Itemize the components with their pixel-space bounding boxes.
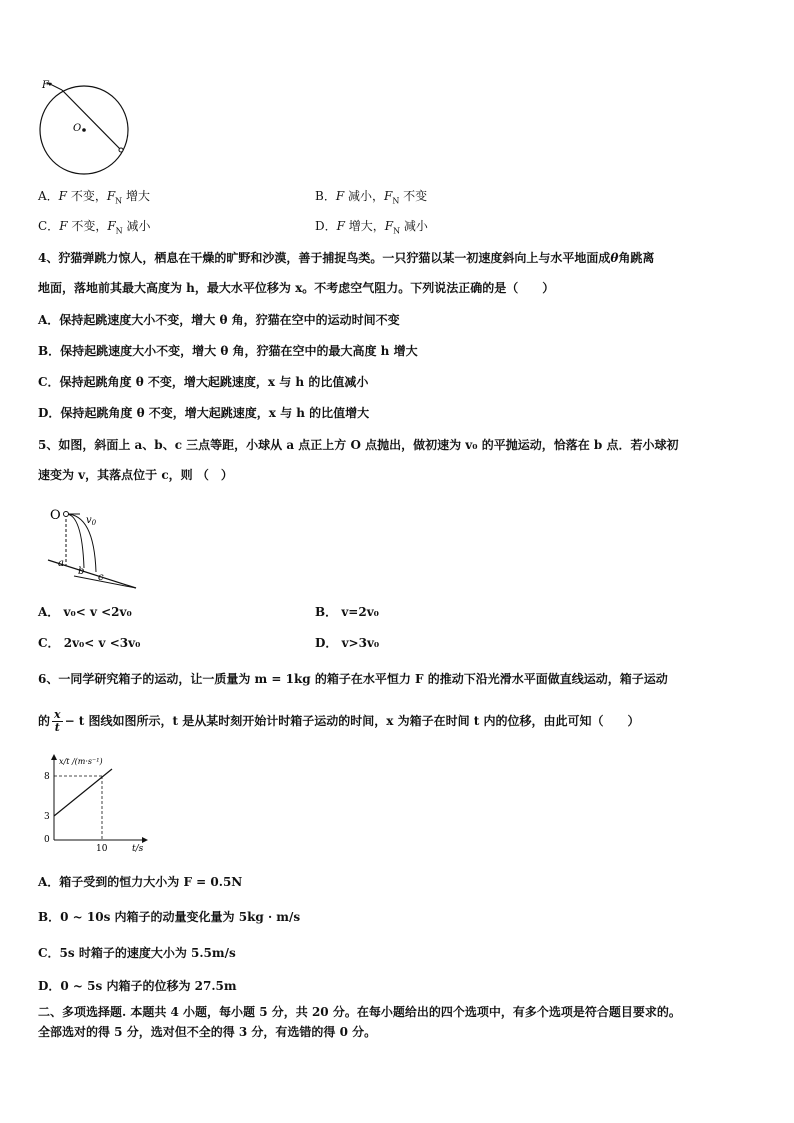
y-tick-0: 0 — [44, 835, 50, 845]
q5-option-a: A． v₀< v <2v₀ — [38, 605, 132, 619]
x-arrowhead — [142, 837, 148, 843]
end-point — [119, 148, 123, 152]
projectile-figure — [44, 504, 144, 596]
rod-line — [62, 90, 121, 150]
q5-stem-line1: 5、如图，斜面上 a、b、c 三点等距，小球从 a 点正上方 O 点抛出，做初速为 v₀ 的平抛运动，恰落在 b 点．若小球初 — [38, 438, 679, 452]
q6-stem-line2: 的 $\frac{x}{t}$ − t 图线如图所示，t 是从某时刻开始计时箱子运动的时间，x 为箱子在时间 t 内的位移，由此可知（ ） — [38, 708, 640, 734]
section2-line1: 二、多项选择题. 本题共 4 小题，每小题 5 分，共 20 分。在每小题给出的四个选项中，有多个选项是符合题目要求的。 — [38, 1005, 681, 1019]
label-b: b — [78, 566, 85, 577]
section2-line2: 全部选对的得 5 分，选对但不全的得 3 分，有选错的得 0 分。 — [38, 1025, 377, 1039]
q6-stem-line1: 6、一同学研究箱子的运动，让一质量为 m = 1kg 的箱子在水平恒力 F 的推动下沿光滑水平面做直线运动，箱子运动 — [38, 672, 668, 686]
q5-option-b: B． v=2v₀ — [315, 605, 379, 619]
q5-option-d: D． v>3v₀ — [315, 636, 380, 650]
label-O: O — [50, 508, 61, 523]
point-O — [64, 512, 69, 517]
circle-figure — [36, 78, 136, 178]
q4-option-d: D．保持起跳角度 θ 不变，增大起跳速度，x 与 h 的比值增大 — [38, 406, 370, 420]
q4-stem-line2: 地面，落地前其最大高度为 h，最大水平位移为 x。不考虑空气阻力。下列说法正确的是（ ） — [38, 281, 555, 295]
y-arrowhead — [51, 754, 57, 760]
q4-option-c: C．保持起跳角度 θ 不变，增大起跳速度，x 与 h 的比值减小 — [38, 375, 369, 389]
y-tick-3: 3 — [44, 812, 50, 822]
q6-option-c: C．5s 时箱子的速度大小为 5.5m/s — [38, 946, 236, 960]
y-tick-8: 8 — [44, 772, 50, 782]
q4-stem-line1: 4、狞猫弹跳力惊人，栖息在干燥的旷野和沙漠，善于捕捉鸟类。一只狞猫以某一初速度斜向上与水平地面成θ角跳离 — [38, 251, 655, 265]
q5-option-c: C． 2v₀< v <3v₀ — [38, 636, 141, 650]
q3-option-d: D．F 增大，$F_N$ 减小 — [315, 219, 428, 236]
q3-option-c: C．F 不变，$F_N$ 减小 — [38, 219, 151, 236]
x-over-t-fraction: $\frac{x}{t}$ — [54, 708, 61, 734]
q3-option-b: B．F 减小，$F_N$ 不变 — [315, 189, 428, 206]
label-v0: $v_0$ — [86, 515, 97, 527]
trajectory-b — [66, 514, 84, 568]
y-label: x/t /(m·s⁻¹) — [59, 757, 103, 766]
q6-option-b: B．0 ~ 10s 内箱子的动量变化量为 5kg · m/s — [38, 910, 301, 924]
q5-stem-line2: 速变为 v，其落点位于 c，则 （ ） — [38, 468, 233, 482]
center-dot — [82, 128, 86, 132]
x-tick-10: 10 — [96, 844, 108, 854]
data-line — [54, 769, 112, 816]
q4-option-b: B．保持起跳速度大小不变，增大 θ 角，狞猫在空中的最大高度 h 增大 — [38, 344, 418, 358]
q3-option-a: A．F 不变，$F_N$ 增大 — [38, 189, 150, 206]
label-O: O — [73, 123, 82, 134]
label-c: c — [98, 572, 104, 583]
x-label: t/s — [132, 844, 144, 854]
label-F: F — [42, 80, 49, 91]
q6-option-a: A．箱子受到的恒力大小为 F = 0.5N — [38, 875, 243, 889]
q6-option-d: D．0 ~ 5s 内箱子的位移为 27.5m — [38, 979, 237, 993]
label-a: a — [58, 558, 64, 569]
q4-option-a: A．保持起跳速度大小不变，增大 θ 角，狞猫在空中的运动时间不变 — [38, 313, 400, 327]
x-over-t-graph — [34, 752, 154, 858]
